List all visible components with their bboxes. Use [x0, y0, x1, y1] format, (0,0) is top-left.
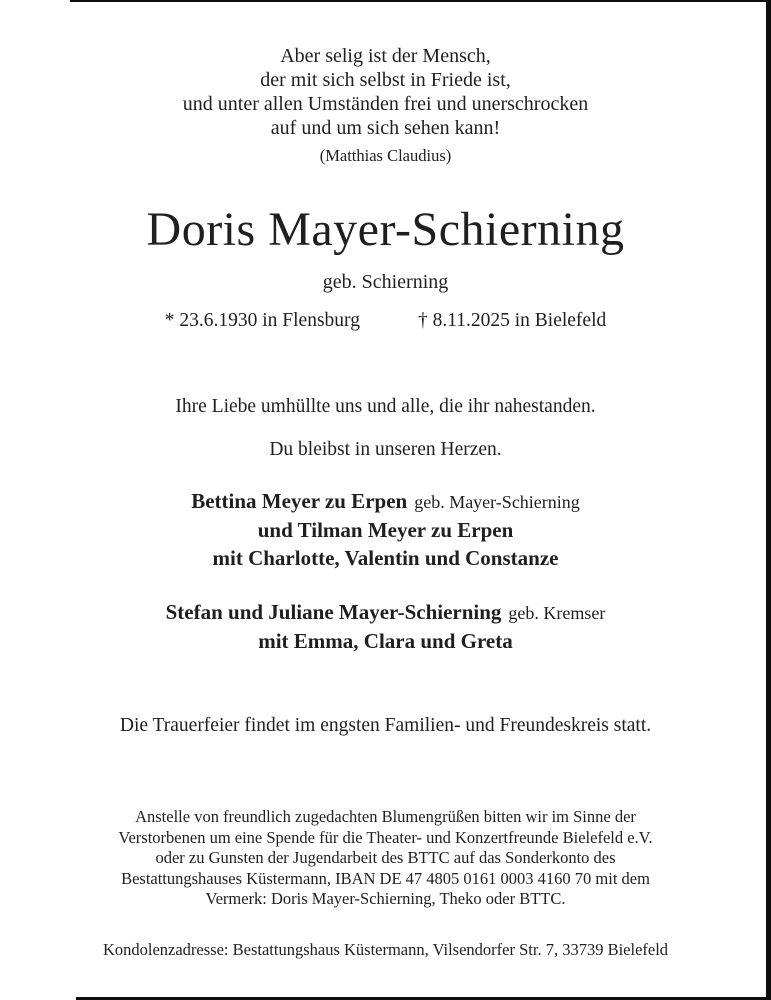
quote-line-1: Aber selig ist der Mensch,: [280, 45, 491, 67]
quote-attribution: (Matthias Claudius): [319, 146, 452, 165]
quote-line-3: und unter allen Umständen frei und unerschrocken: [182, 93, 589, 115]
mourner-name: Bettina Meyer zu Erpen: [191, 489, 408, 513]
tribute-line-1: Ihre Liebe umhüllte uns und alle, die ihr nahestanden.: [175, 396, 596, 417]
scan-edge-top: [70, 0, 771, 2]
maiden-name: geb. Schierning: [322, 271, 449, 293]
mourner-group-2: [0, 598, 771, 655]
donation-note: [0, 807, 771, 910]
donation-line-3: oder zu Gunsten der Jugendarbeit des BTTC auf das Sonderkonto des: [155, 848, 616, 867]
mourner-group-1: [0, 487, 771, 572]
mourner-line: mit Emma, Clara und Greta: [258, 629, 513, 653]
donation-line-2: Verstorbenen um eine Spende für die Theater- und Konzertfreunde Bielefeld e.V.: [118, 827, 653, 847]
mourner-line: [0, 598, 771, 627]
death-date: † 8.11.2025 in Bielefeld: [417, 310, 607, 331]
mourner-name: Stefan und Juliane Mayer-Schierning: [165, 600, 502, 624]
tribute-line-2: Du bleibst in unseren Herzen.: [269, 439, 502, 460]
mourner-line: [0, 487, 771, 516]
scan-edge-right: [766, 0, 771, 1000]
mourner-line: mit Charlotte, Valentin und Constanze: [212, 546, 559, 570]
donation-line-1: Anstelle von freundlich zugedachten Blumengrüßen bitten wir im Sinne der: [135, 807, 636, 826]
mourner-line: und Tilman Meyer zu Erpen: [257, 518, 514, 542]
condolence-address: Kondolenzadresse: Bestattungshaus Küstermann, Vilsendorfer Str. 7, 33739 Bielefeld: [102, 939, 669, 959]
mourner-maiden-name: geb. Kremser: [508, 603, 606, 623]
deceased-name: Doris Mayer-Schierning: [146, 203, 625, 256]
life-dates: [0, 309, 771, 333]
mourner-maiden-name: geb. Mayer-Schierning: [414, 492, 580, 512]
birth-date: * 23.6.1930 in Flensburg: [164, 310, 360, 331]
donation-line-4: Bestattungshauses Küstermann, IBAN DE 47 4805 0161 0003 4160 70 mit dem: [121, 868, 650, 888]
quote-line-4: auf und um sich sehen kann!: [270, 117, 501, 139]
quote-line-2: der mit sich selbst in Friede ist,: [260, 69, 511, 91]
donation-line-5: Vermerk: Doris Mayer-Schierning, Theko oder BTTC.: [205, 889, 566, 908]
funeral-note: Die Trauerfeier findet im engsten Familien- und Freundeskreis statt.: [119, 715, 652, 736]
opening-quote: [0, 0, 771, 166]
